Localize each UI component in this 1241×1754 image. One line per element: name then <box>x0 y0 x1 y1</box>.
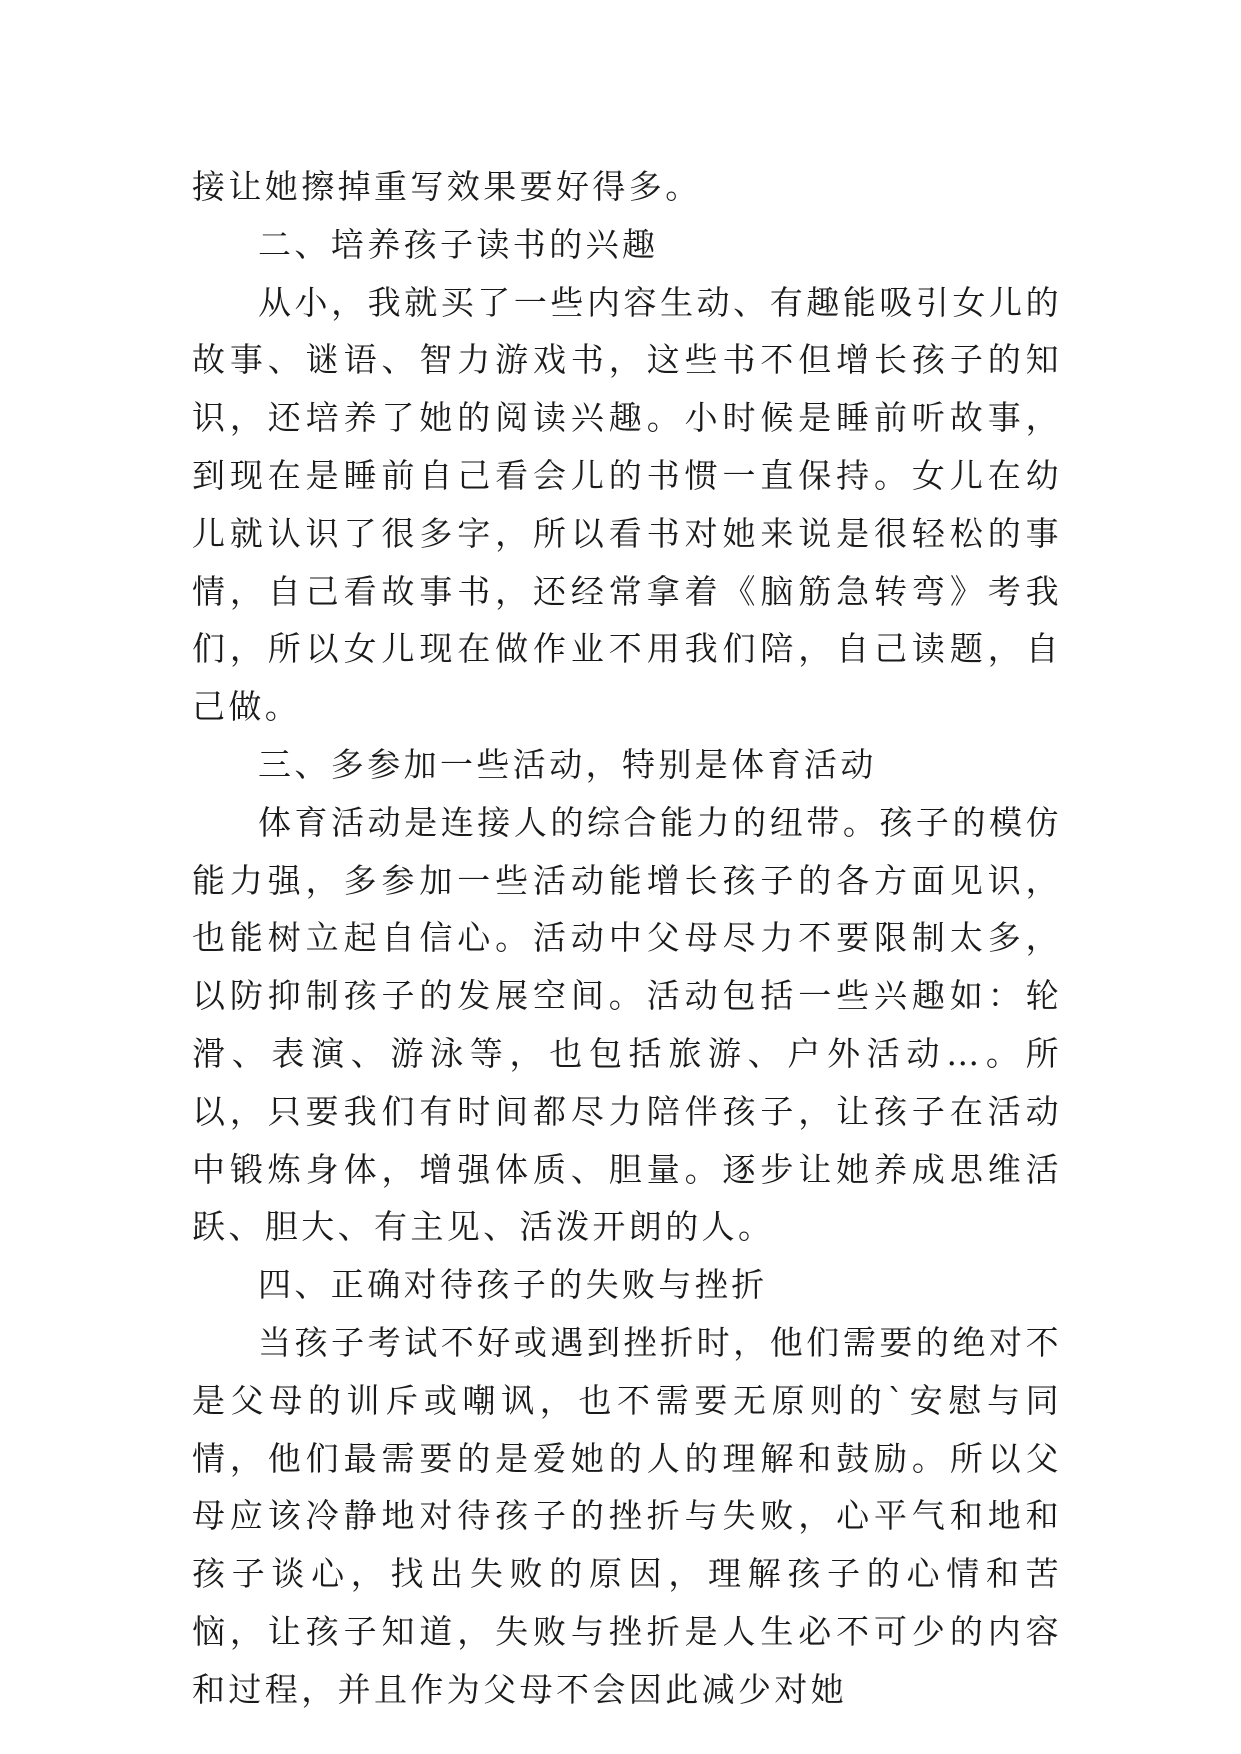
continuation-paragraph: 接让她擦掉重写效果要好得多。 <box>192 167 702 206</box>
document-body <box>192 158 1062 1719</box>
section-heading-reading: 二、培养孩子读书的兴趣 <box>258 224 659 264</box>
section-paragraph-activities: 体育活动是连接人的综合能力的纽带。孩子的模仿能力强，多参加一些活动能增长孩子的各方面见识，也能树立起自信心。活动中父母尽力不要限制太多，以防抑制孩子的发展空间。活动包括一些兴趣如：轮滑、表演、游泳等，也包括旅游、户外活动…。所以，只要我们有时间都尽力陪伴孩子，让孩子在活动中锻炼身体，增强体质、胆量。逐步让她养成思维活跃、胆大、有主见、活泼开朗的人。 <box>192 802 1062 1247</box>
section-heading-failure: 四、正确对待孩子的失败与挫折 <box>258 1265 768 1305</box>
section-paragraph-failure: 当孩子考试不好或遇到挫折时，他们需要的绝对不是父母的训斥或嘲讽，也不需要无原则的`安慰与同情，他们最需要的是爱她的人的理解和鼓励。所以父母应该冷静地对待孩子的挫折与失败，心平气和地和孩子谈心，找出失败的原因，理解孩子的心情和苦恼，让孩子知道，失败与挫折是人生必不可少的内容和过程，并且作为父母不会因此减少对她 <box>192 1322 1062 1709</box>
section-heading-activities: 三、多参加一些活动，特别是体育活动 <box>258 744 877 784</box>
section-paragraph-reading: 从小，我就买了一些内容生动、有趣能吸引女儿的故事、谜语、智力游戏书，这些书不但增长孩子的知识，还培养了她的阅读兴趣。小时候是睡前听故事，到现在是睡前自己看会儿的书惯一直保持。女儿在幼儿就认识了很多字，所以看书对她来说是很轻松的事情，自己看故事书，还经常拿着《脑筋急转弯》考我们，所以女儿现在做作业不用我们陪，自己读题，自己做。 <box>192 282 1062 727</box>
